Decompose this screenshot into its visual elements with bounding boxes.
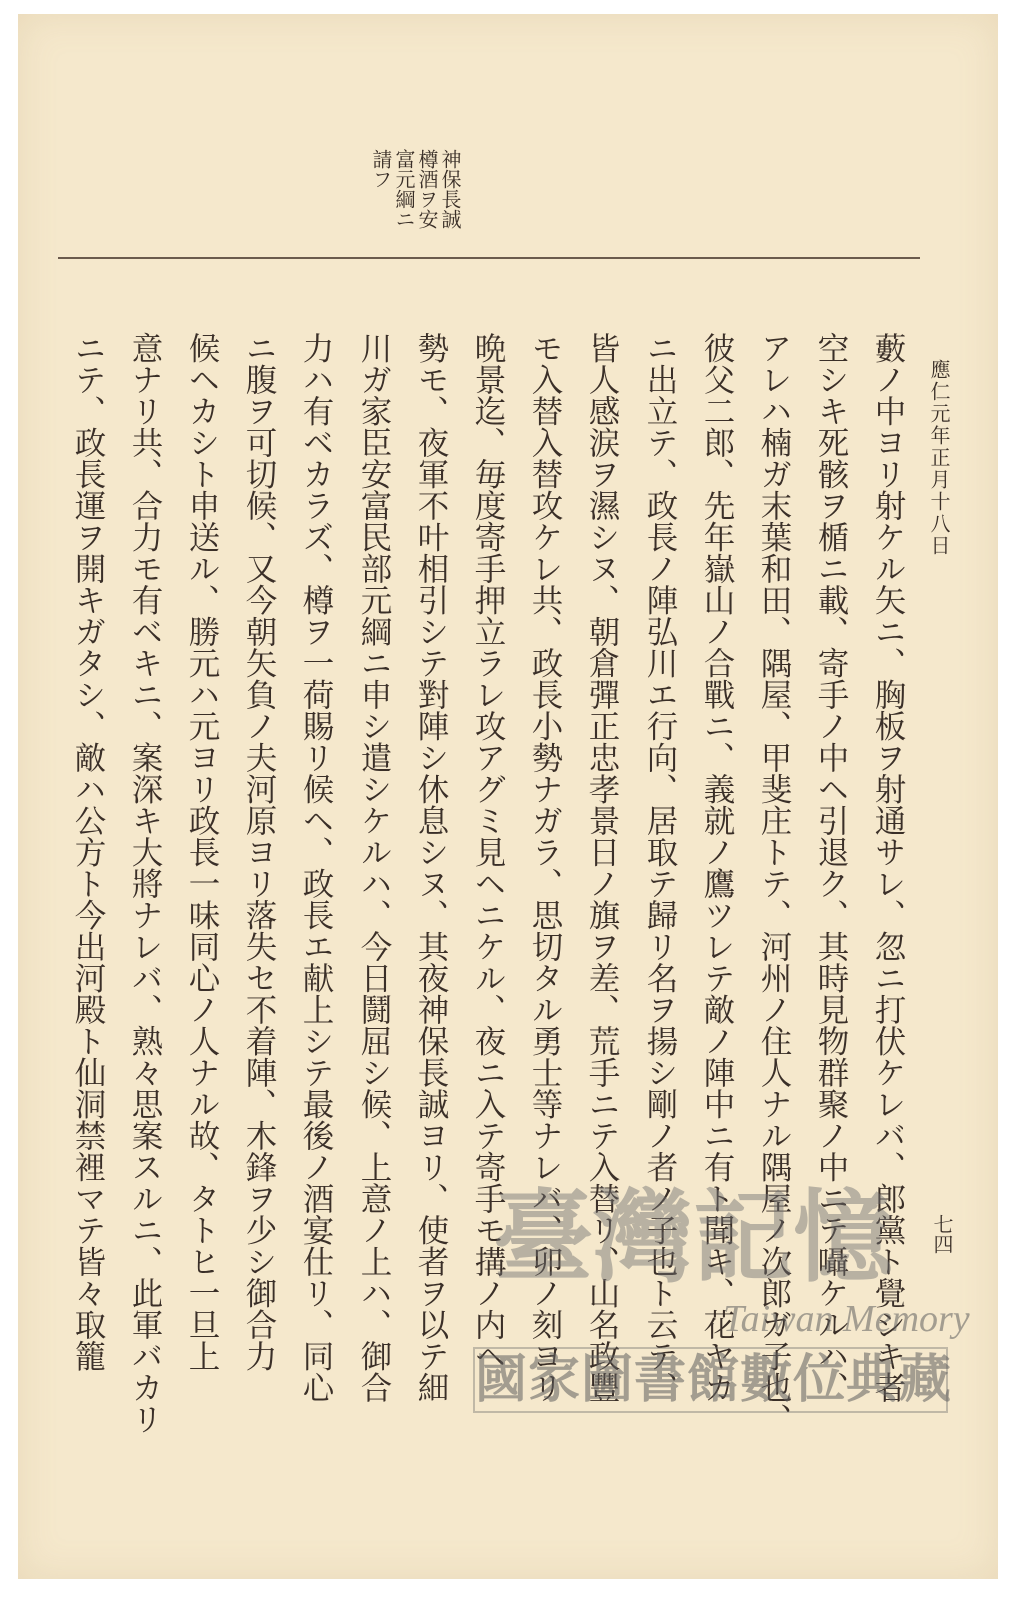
body-column: アレハ楠ガ末葉和田、隅屋、甲斐庄トテ、河州ノ住人ナル隅屋ノ次郎ガ子也、 [756,332,792,1435]
body-column: モ入替入替攻ケレ共、政長小勢ナガラ、思切タル勇士等ナレバ、卯ノ刻ヨリ [527,332,563,1403]
running-head: 應仁元年正月十八日 [927,359,951,557]
body-column: 力ハ有ベカラズ、樽ヲ一荷賜リ候ヘ、政長エ献上シテ最後ノ酒宴仕リ、同心 [298,332,334,1403]
body-column: 候ヘカシト申送ル、勝元ハ元ヨリ政長一味同心ノ人ナル故、タトヒ一旦上 [184,332,220,1372]
watermark-subtitle: Taiwan Memory [723,1298,970,1340]
book-page [18,14,998,1579]
body-column: 晩景迄、毎度寄手押立ラレ攻アグミ見ヘニケル、夜ニ入テ寄手モ搆ノ内ヘ [470,332,506,1372]
body-column: 意ナリ共、合力モ有ベキニ、案深キ大將ナレバ、熟々思案スルニ、此軍バカリ [127,332,163,1435]
marginal-note-line: 神保長誠 [438,149,462,229]
marginal-note-line: 富元綱ニ [392,149,416,229]
watermark-library-name: 國家圖書館數位典藏 [475,1349,953,1410]
header-divider [58,257,920,259]
body-column: 勢モ、夜軍不叶相引シテ對陣シ休息シヌ、其夜神保長誠ヨリ、使者ヲ以テ細 [413,332,449,1403]
body-column: 川ガ家臣安富民部元綱ニ申シ遣シケルハ、今日鬪屈シ候、上意ノ上ハ、御合 [356,332,392,1403]
marginal-note-line: 請フ [369,149,393,189]
body-column: 空シキ死骸ヲ楯ニ載、寄手ノ中ヘ引退ク、其時見物群聚ノ中ニテ囁ケルハ、 [813,332,849,1403]
body-column: ニ出立テ、政長ノ陣弘川エ行向、居取テ歸リ名ヲ揚シ剛ノ者ノ子也ト云テ、 [642,332,678,1403]
watermark-title: 臺灣記憶 [493,1178,893,1296]
body-column: ニ腹ヲ可切候、又今朝矢負ノ夫河原ヨリ落失セ不着陣、木鋒ヲ少シ御合力 [241,332,277,1372]
marginal-note-block [370,149,461,269]
body-column: 彼父二郎、先年嶽山ノ合戰ニ、義就ノ鷹ツレテ敵ノ陣中ニ有ト聞キ、花ヤカ [699,332,735,1403]
body-column: 皆人感涙ヲ濕シヌ、朝倉彈正忠孝景日ノ旗ヲ差、荒手ニテ入替リ、山名政豐 [584,332,620,1403]
body-column: ニテ、政長運ヲ開キガタシ、敵ハ公方ト今出河殿ト仙洞禁裡マテ皆々取籠 [70,332,106,1372]
body-column: 藪ノ中ヨリ射ケル矢ニ、胸板ヲ射通サレ、忽ニ打伏ケレバ、郎黨ト覺シキ者 [870,332,906,1403]
marginal-note-line: 樽酒ヲ安 [415,149,439,229]
page-number: 七四 [930,1214,954,1254]
